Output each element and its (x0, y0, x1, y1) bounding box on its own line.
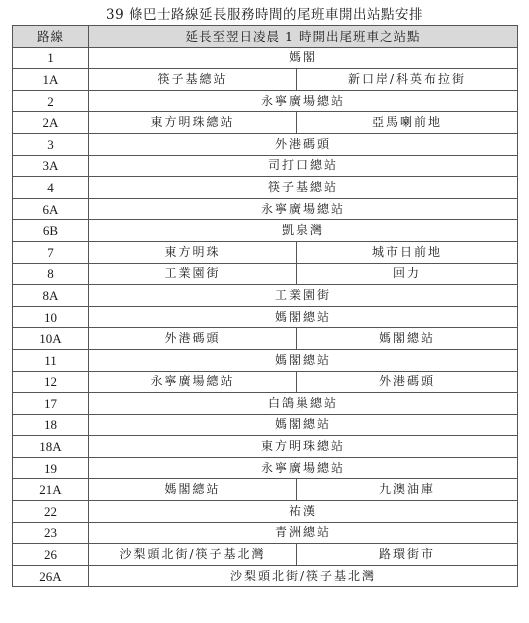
route-number: 17 (13, 393, 89, 415)
route-number: 2A (13, 112, 89, 134)
table-row (13, 177, 518, 199)
table-row (13, 198, 518, 220)
stop-name: 沙梨頭北街/筷子基北灣 (89, 544, 297, 566)
stop-name: 青洲總站 (89, 522, 518, 544)
table-row (13, 501, 518, 523)
route-number: 11 (13, 349, 89, 371)
route-number: 2 (13, 90, 89, 112)
table-row (13, 47, 518, 69)
stop-name: 凱泉灣 (89, 220, 518, 242)
table-row (13, 90, 518, 112)
route-number: 8A (13, 285, 89, 307)
stop-name: 永寧廣場總站 (89, 371, 297, 393)
stop-name: 筷子基總站 (89, 177, 518, 199)
route-number: 7 (13, 241, 89, 263)
stop-name: 白鴿巢總站 (89, 393, 518, 415)
stop-name: 司打口總站 (89, 155, 518, 177)
stop-name: 祐漢 (89, 501, 518, 523)
route-number: 10A (13, 328, 89, 350)
route-number: 23 (13, 522, 89, 544)
route-number: 10 (13, 306, 89, 328)
table-body (13, 47, 518, 587)
stop-name: 永寧廣場總站 (89, 90, 518, 112)
table-row (13, 155, 518, 177)
table-row (13, 522, 518, 544)
stop-name: 城市日前地 (297, 241, 518, 263)
route-number: 8 (13, 263, 89, 285)
stop-name: 媽閣 (89, 47, 518, 69)
header-route: 路線 (13, 26, 89, 48)
table-row (13, 565, 518, 587)
route-number: 19 (13, 457, 89, 479)
stop-name: 亞馬喇前地 (297, 112, 518, 134)
route-number: 1A (13, 69, 89, 91)
route-number: 26 (13, 544, 89, 566)
table-row (13, 263, 518, 285)
table-row (13, 479, 518, 501)
route-number: 6A (13, 198, 89, 220)
stop-name: 永寧廣場總站 (89, 457, 518, 479)
route-number: 12 (13, 371, 89, 393)
table-row (13, 371, 518, 393)
table-row (13, 544, 518, 566)
stop-name: 回力 (297, 263, 518, 285)
stop-name: 東方明珠總站 (89, 112, 297, 134)
table-row (13, 436, 518, 458)
stop-name: 媽閣總站 (89, 414, 518, 436)
route-number: 4 (13, 177, 89, 199)
stop-name: 永寧廣場總站 (89, 198, 518, 220)
stop-name: 媽閣總站 (89, 479, 297, 501)
table-row (13, 220, 518, 242)
route-number: 6B (13, 220, 89, 242)
stop-name: 東方明珠 (89, 241, 297, 263)
route-number: 3 (13, 133, 89, 155)
route-number: 18 (13, 414, 89, 436)
route-number: 1 (13, 47, 89, 69)
table-row (13, 393, 518, 415)
stop-name: 筷子基總站 (89, 69, 297, 91)
stop-name: 沙梨頭北街/筷子基北灣 (89, 565, 518, 587)
table-row (13, 285, 518, 307)
stop-name: 九澳油庫 (297, 479, 518, 501)
stop-name: 新口岸/科英布拉街 (297, 69, 518, 91)
route-number: 21A (13, 479, 89, 501)
table-row (13, 306, 518, 328)
table-row (13, 328, 518, 350)
stop-name: 外港碼頭 (297, 371, 518, 393)
stop-name: 東方明珠總站 (89, 436, 518, 458)
route-number: 22 (13, 501, 89, 523)
stop-name: 外港碼頭 (89, 328, 297, 350)
page-title: 39 條巴士路線延長服務時間的尾班車開出站點安排 (106, 7, 423, 23)
table-row (13, 457, 518, 479)
table-row (13, 414, 518, 436)
stop-name: 路環街市 (297, 544, 518, 566)
table-row (13, 349, 518, 371)
route-number: 26A (13, 565, 89, 587)
table-row (13, 241, 518, 263)
stop-name: 工業園街 (89, 263, 297, 285)
stop-name: 外港碼頭 (89, 133, 518, 155)
route-number: 18A (13, 436, 89, 458)
header-stops: 延長至翌日凌晨 1 時開出尾班車之站點 (89, 26, 518, 48)
stop-name: 媽閣總站 (89, 349, 518, 371)
route-number: 3A (13, 155, 89, 177)
stop-name: 媽閣總站 (89, 306, 518, 328)
table-row (13, 133, 518, 155)
stop-name: 媽閣總站 (297, 328, 518, 350)
table-header-row (13, 26, 518, 48)
table-row (13, 112, 518, 134)
stop-name: 工業園街 (89, 285, 518, 307)
route-table (12, 25, 518, 587)
table-row (13, 69, 518, 91)
